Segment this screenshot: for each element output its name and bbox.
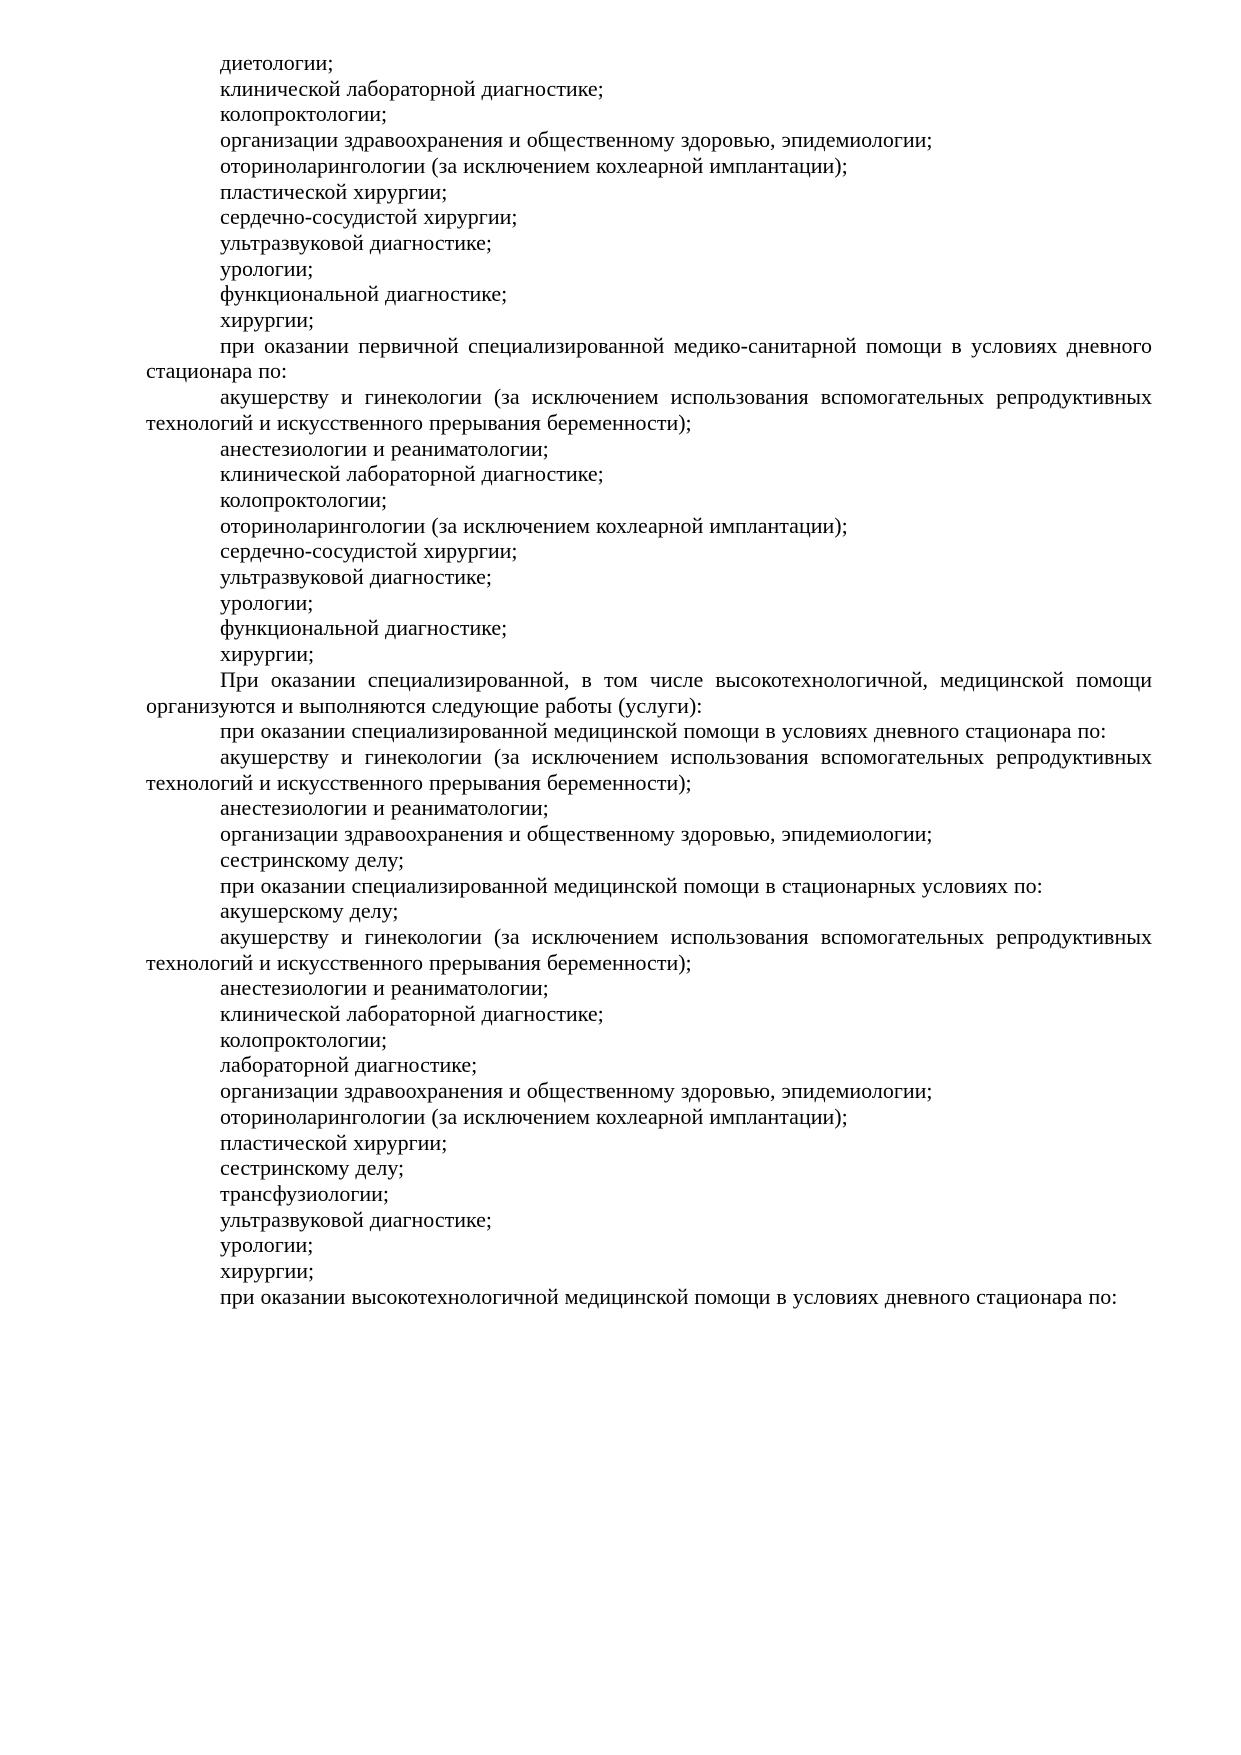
paragraph: акушерскому делу; bbox=[220, 898, 399, 924]
paragraph: анестезиологии и реаниматологии; bbox=[220, 795, 549, 821]
paragraph: оториноларингологии (за исключением кохлеарной имплантации); bbox=[220, 512, 848, 538]
paragraph: анестезиологии и реаниматологии; bbox=[220, 975, 549, 1001]
paragraph: при оказании специализированной медицинской помощи в стационарных условиях по: bbox=[220, 872, 1043, 898]
document-text-body bbox=[146, 50, 1152, 1309]
paragraph: оториноларингологии (за исключением кохлеарной имплантации); bbox=[220, 1103, 848, 1129]
paragraph: сердечно-сосудистой хирургии; bbox=[220, 204, 518, 230]
paragraph: организации здравоохранения и общественному здоровью, эпидемиологии; bbox=[220, 1078, 933, 1104]
paragraph: при оказании первичной специализированной медико-санитарной помощи в условиях дневного стационара по: bbox=[146, 332, 1152, 384]
paragraph: хирургии; bbox=[220, 641, 315, 667]
paragraph: ультразвуковой диагностике; bbox=[220, 1206, 493, 1232]
paragraph: При оказании специализированной, в том числе высокотехнологичной, медицинской помощи организуются и выполняются следующие работы (услуги): bbox=[146, 666, 1152, 718]
paragraph: колопроктологии; bbox=[220, 1026, 388, 1052]
paragraph: лабораторной диагностике; bbox=[220, 1052, 478, 1078]
paragraph: акушерству и гинекологии (за исключением использования вспомогательных репродуктивных технологий и искусственного прерывания беременности); bbox=[146, 923, 1152, 975]
paragraph: организации здравоохранения и общественному здоровью, эпидемиологии; bbox=[220, 821, 933, 847]
paragraph: пластической хирургии; bbox=[220, 178, 448, 204]
paragraph: функциональной диагностике; bbox=[220, 281, 508, 307]
paragraph: оториноларингологии (за исключением кохлеарной имплантации); bbox=[220, 152, 848, 178]
paragraph: пластической хирургии; bbox=[220, 1129, 448, 1155]
paragraph: анестезиологии и реаниматологии; bbox=[220, 435, 549, 461]
paragraph: трансфузиологии; bbox=[220, 1180, 389, 1206]
paragraph: урологии; bbox=[220, 589, 314, 615]
paragraph: урологии; bbox=[220, 255, 314, 281]
paragraph: акушерству и гинекологии (за исключением использования вспомогательных репродуктивных технологий и искусственного прерывания беременности); bbox=[146, 384, 1152, 435]
paragraph: сестринскому делу; bbox=[220, 846, 405, 872]
paragraph: хирургии; bbox=[220, 307, 315, 333]
paragraph: сестринскому делу; bbox=[220, 1155, 405, 1181]
paragraph: функциональной диагностике; bbox=[220, 615, 508, 641]
paragraph: урологии; bbox=[220, 1232, 314, 1258]
paragraph: клинической лабораторной диагностике; bbox=[220, 75, 604, 101]
paragraph: сердечно-сосудистой хирургии; bbox=[220, 538, 518, 564]
paragraph: клинической лабораторной диагностике; bbox=[220, 1001, 604, 1027]
paragraph: ультразвуковой диагностике; bbox=[220, 229, 493, 255]
paragraph: при оказании специализированной медицинской помощи в условиях дневного стационара по: bbox=[220, 718, 1107, 744]
paragraph: колопроктологии; bbox=[220, 101, 388, 127]
paragraph: при оказании высокотехнологичной медицинской помощи в условиях дневного стационара по: bbox=[220, 1283, 1118, 1309]
paragraph: акушерству и гинекологии (за исключением использования вспомогательных репродуктивных технологий и искусственного прерывания беременности); bbox=[146, 743, 1152, 795]
paragraph: хирургии; bbox=[220, 1258, 315, 1284]
paragraph: организации здравоохранения и общественному здоровью, эпидемиологии; bbox=[220, 127, 933, 153]
paragraph: клинической лабораторной диагностике; bbox=[220, 461, 604, 487]
paragraph: колопроктологии; bbox=[220, 486, 388, 512]
paragraph: диетологии; bbox=[220, 50, 334, 75]
paragraph: ультразвуковой диагностике; bbox=[220, 564, 493, 590]
